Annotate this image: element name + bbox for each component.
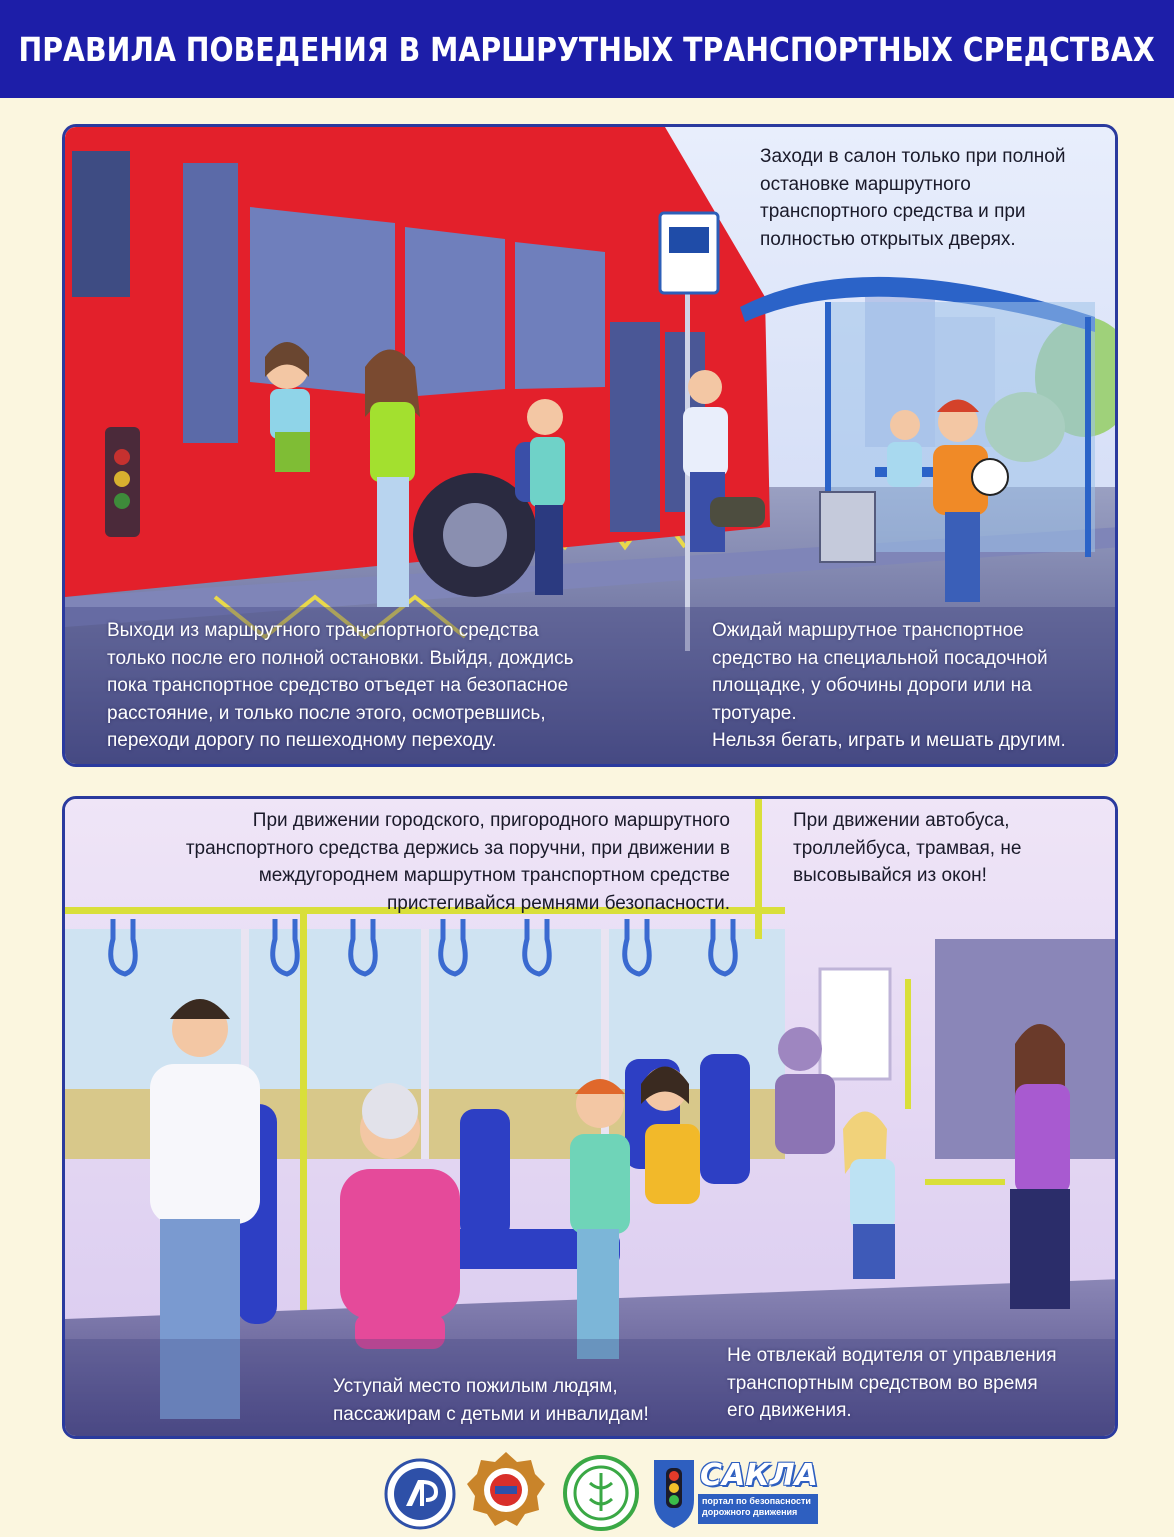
panel-bus-stop: [62, 124, 1118, 767]
panel-bus-interior: [62, 796, 1118, 1439]
gibdd-emblem-icon: [465, 1450, 547, 1534]
poster-header: [0, 0, 1174, 98]
rule-windows-text: При движении автобуса, троллейбуса, трамвая, не высовывайся из окон!: [793, 810, 1022, 886]
gbu-logo-icon: [380, 1458, 460, 1530]
woman-standing-icon: [1010, 1024, 1070, 1309]
rule-seat-text: Уступай место пожилым людям, пассажирам с детьми и инвалидам!: [333, 1376, 649, 1425]
rule-exiting-text: Выходи из маршрутного транспортного средства только после его полной остановки. Выйдя, дождись пока транспортное средство отъедет на безопасное расстояние, и только после этого, осмотревшись, переходи дорогу по пешеходному переходу.: [107, 620, 574, 751]
woman-sitting-icon: [887, 410, 922, 487]
sakla-name: САКЛА: [700, 1458, 818, 1493]
sakla-subtitle: портал по безопасности дорожного движения: [702, 1496, 811, 1517]
rule-driver-text: Не отвлекай водителя от управления транспортным средством во время его движения.: [727, 1345, 1057, 1421]
rule-handrails-text: При движении городского, пригородного маршрутного транспортного средства держись за поручни, при движении в междугороднем маршрутном транспортном средстве пристегивайся ремнями безопасности.: [185, 810, 730, 914]
poster-title: ПРАВИЛА ПОВЕДЕНИЯ В МАРШРУТНЫХ ТРАНСПОРТНЫХ СРЕДСТВАХ: [18, 29, 1156, 69]
rule-waiting-text: Ожидай маршрутное транспортное средство на специальной посадочной площадке, у обочины дороги или на тротуаре. Нельзя бегать, играть и мешать другим.: [712, 620, 1066, 751]
rule-boarding-text: Заходи в салон только при полной остановке маршрутного транспортного средства и при полностью открытых дверях.: [760, 146, 1066, 250]
green-emblem-icon: [562, 1453, 640, 1533]
sakla-logo: [650, 1456, 820, 1530]
